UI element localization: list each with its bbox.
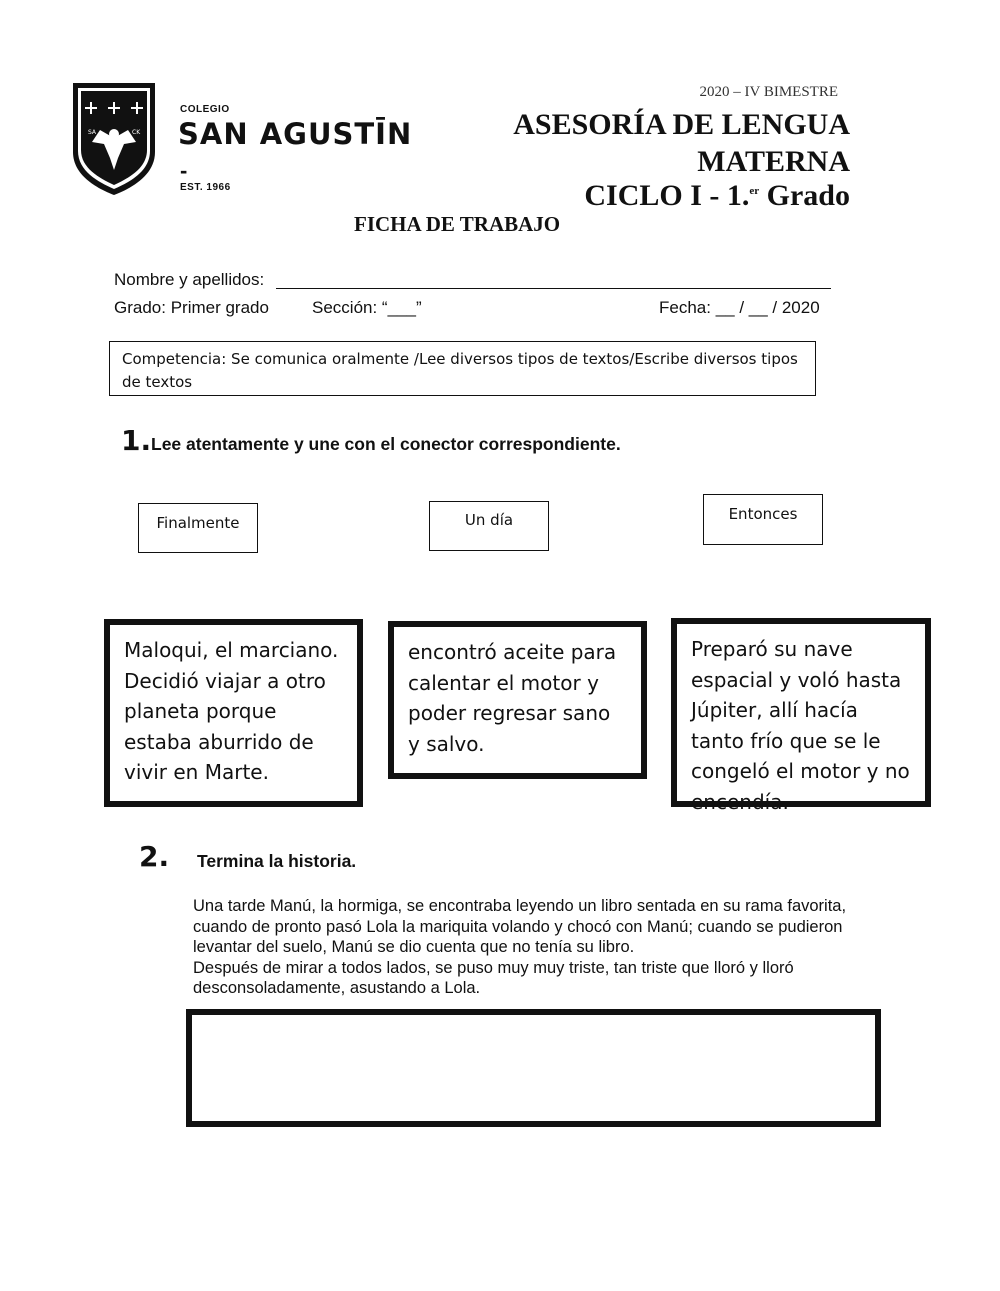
exercise-1-instruction: Lee atentamente y une con el conector correspondiente.	[151, 434, 621, 454]
exercise-2-number: 2.	[139, 840, 170, 873]
grade-word: Grado	[759, 179, 850, 212]
connector-finalmente[interactable]: Finalmente	[138, 503, 258, 553]
school-established: EST. 1966	[180, 182, 231, 193]
grade-label: Grado: Primer grado	[114, 298, 269, 317]
shield-right-letters: CK	[132, 129, 141, 136]
story-prompt	[193, 896, 903, 999]
connector-entonces[interactable]: Entonces	[703, 494, 823, 545]
shield-left-letters: SA	[88, 129, 97, 136]
story-box-aceite[interactable]: encontró aceite para calentar el motor y poder regresar sano y salvo.	[388, 621, 647, 779]
connector-un-dia[interactable]: Un día	[429, 501, 549, 551]
date-field[interactable]: Fecha: __ / __ / 2020	[659, 298, 820, 317]
story-paragraph-1: Una tarde Manú, la hormiga, se encontraba leyendo un libro sentada en su rama favorita, cuando de pronto pasó Lola la mariquita volando y chocó con Manú; cuando se pudieron levantar del suelo, Manú se dio cuenta que no tenía su libro.	[193, 897, 847, 956]
exercise-2-instruction: Termina la historia.	[197, 851, 357, 871]
school-shield-logo	[70, 80, 158, 198]
school-dash: -	[180, 158, 188, 183]
title-line-2: MATERNA	[697, 145, 850, 178]
title-line-3	[584, 179, 850, 213]
title-line-1: ASESORÍA DE LENGUA	[513, 108, 850, 141]
story-box-nave[interactable]: Preparó su nave espacial y voló hasta Júpiter, allí hacía tanto frío que se le congeló el motor y no encendía.	[671, 618, 931, 807]
school-name: SAN AGUSTĪN	[178, 117, 413, 151]
name-input-line[interactable]	[276, 272, 831, 289]
competencia-box: Competencia: Se comunica oralmente /Lee diversos tipos de textos/Escribe diversos tipos de textos	[109, 341, 816, 396]
school-prefix: COLEGIO	[180, 104, 230, 115]
exercise-1-number: 1.	[121, 424, 152, 457]
story-paragraph-2: Después de mirar a todos lados, se puso muy muy triste, tan triste que lloró y lloró desconsoladamente, asustando a Lola.	[193, 958, 794, 997]
ordinal-suffix: er	[749, 185, 760, 197]
cycle-label: CICLO I - 1.	[584, 179, 750, 212]
story-box-maloqui[interactable]: Maloqui, el marciano. Decidió viajar a otro planeta porque estaba aburrido de vivir en Marte.	[104, 619, 363, 807]
period-label: 2020 – IV BIMESTRE	[699, 84, 838, 100]
section-field[interactable]: Sección: “___”	[312, 298, 422, 317]
name-label: Nombre y apellidos:	[114, 270, 265, 289]
story-answer-box[interactable]	[186, 1009, 881, 1127]
worksheet-title: FICHA DE TRABAJO	[354, 212, 561, 236]
